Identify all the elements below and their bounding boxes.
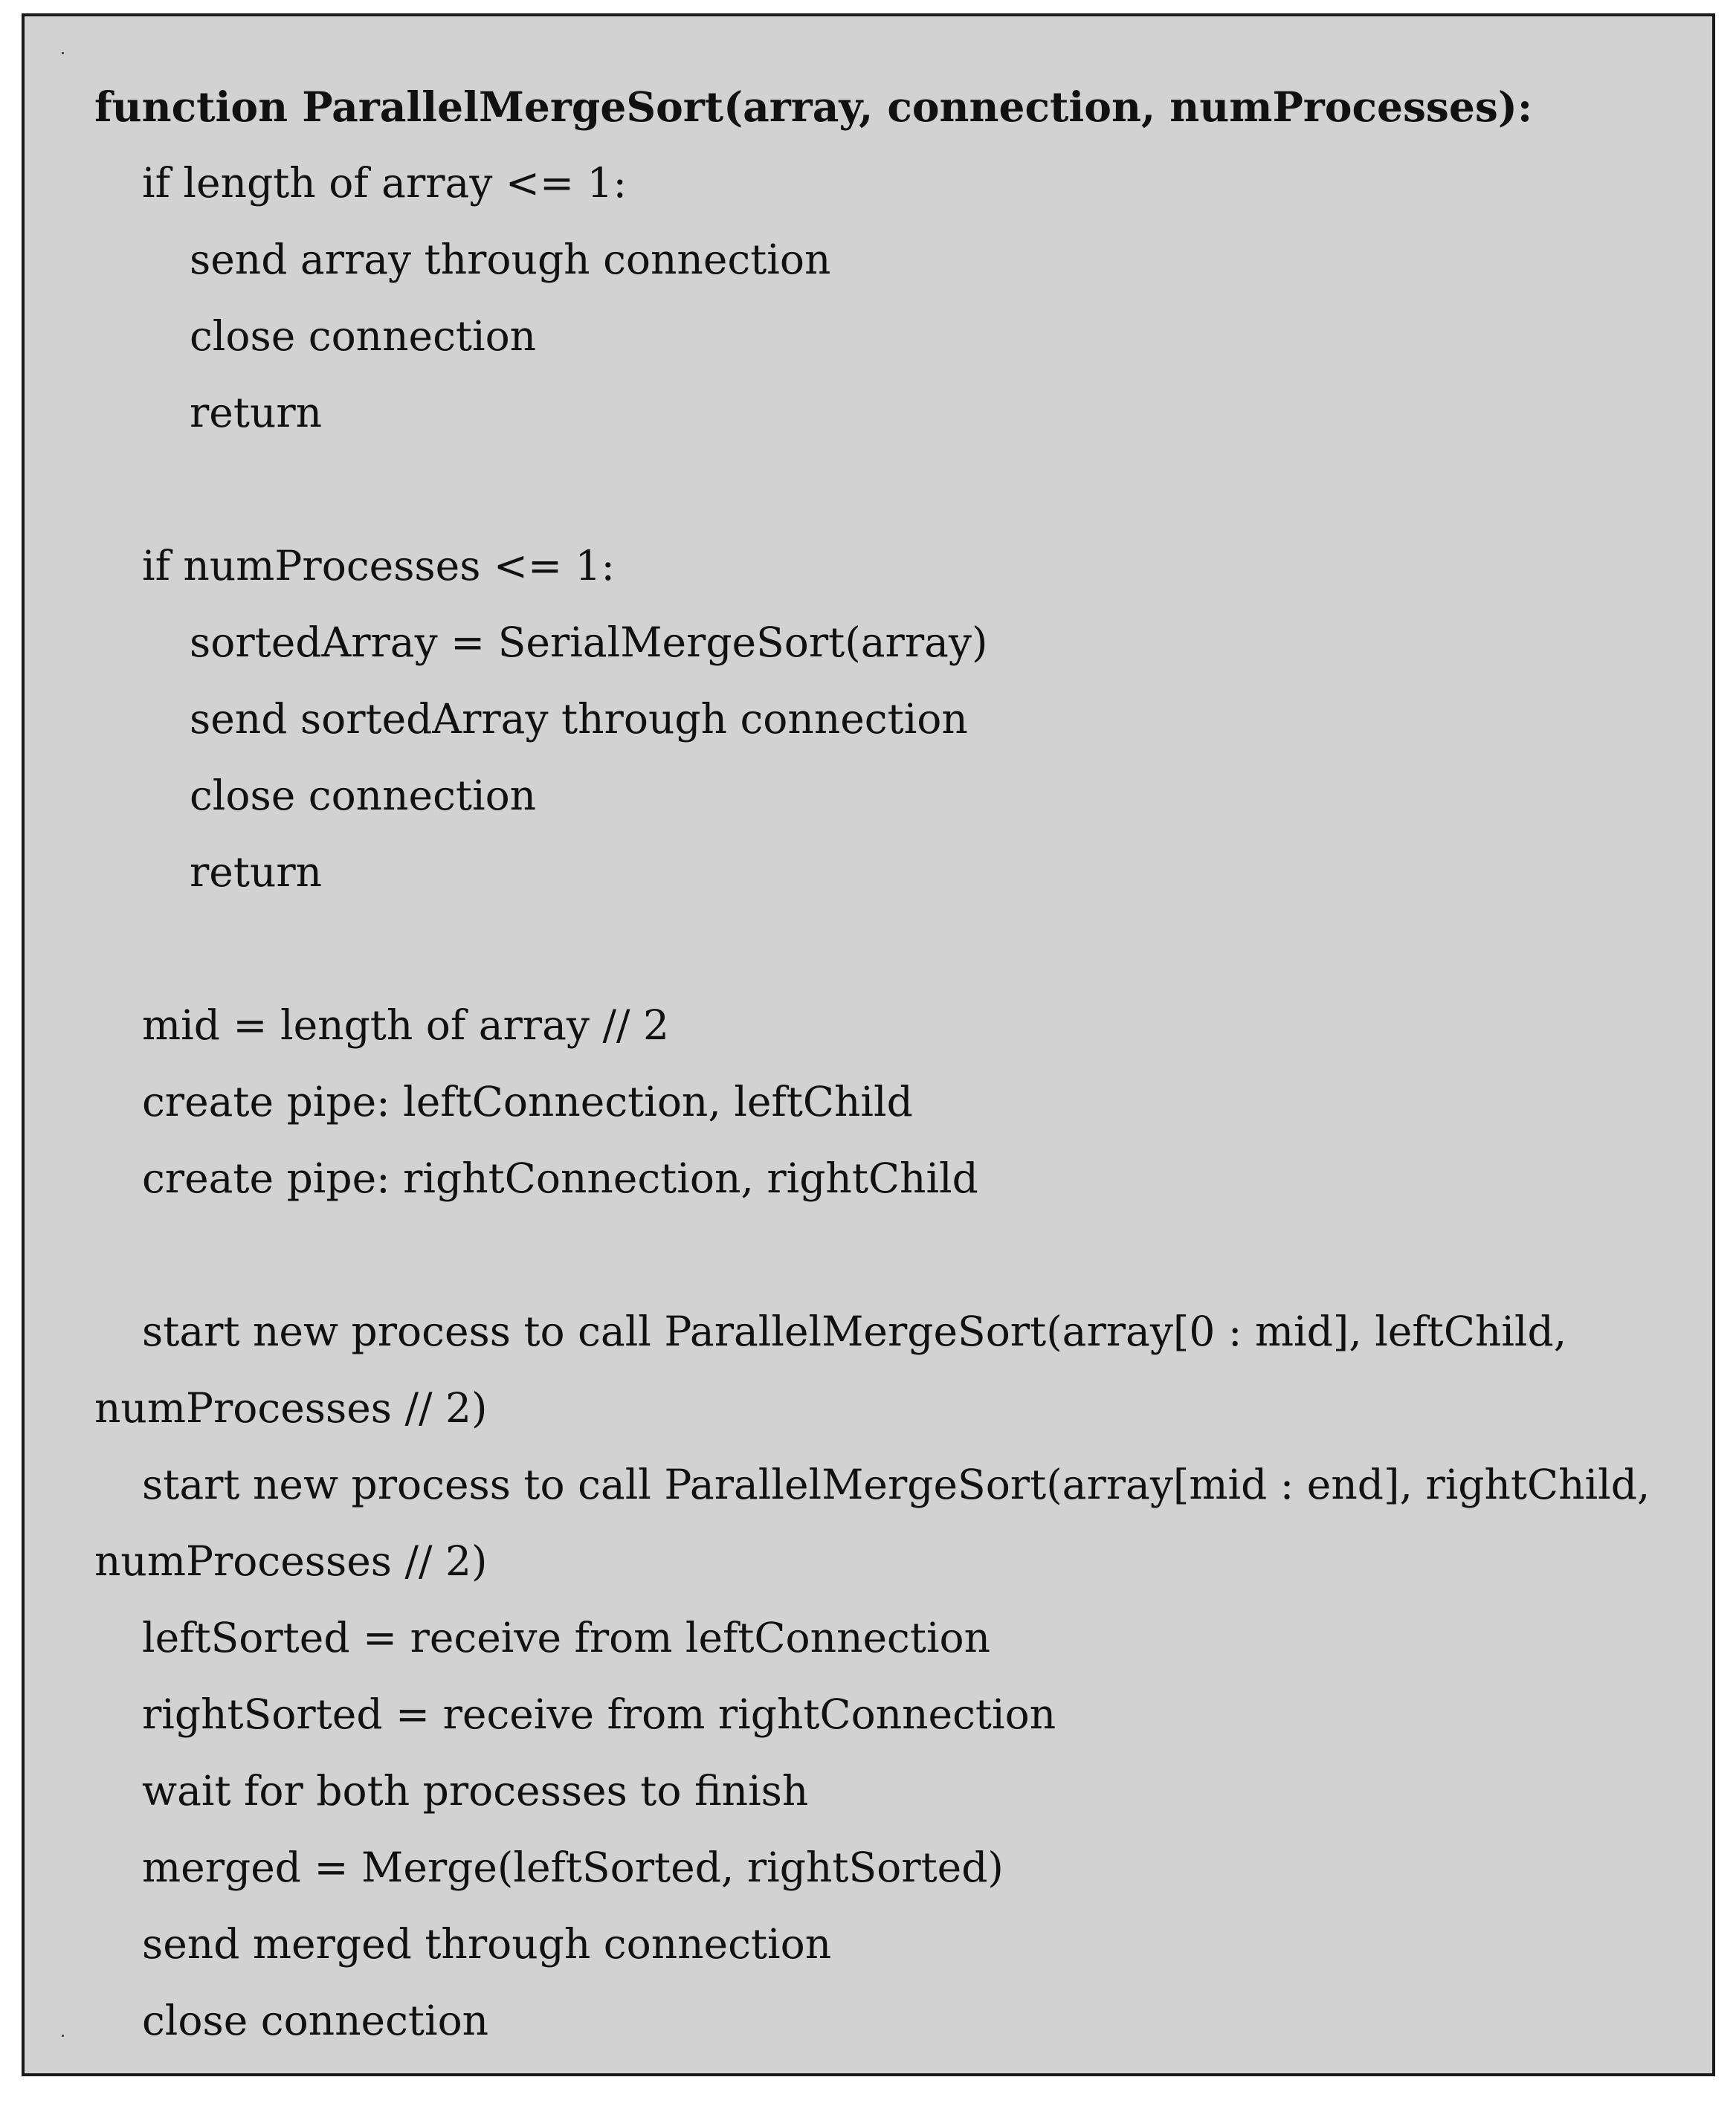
code-line: return xyxy=(190,848,323,896)
code-line: wait for both processes to finish xyxy=(142,1767,809,1815)
code-line: start new process to call ParallelMergeSort(array[mid : end], rightChild, xyxy=(142,1461,1651,1508)
code-line: close connection xyxy=(190,312,537,360)
blank-line xyxy=(94,911,1697,987)
code-line: start new process to call ParallelMergeSort(array[0 : mid], leftChild, xyxy=(142,1308,1567,1355)
code-line: send merged through connection xyxy=(142,1920,832,1968)
pseudocode-listing xyxy=(94,68,1697,2059)
code-line: mid = length of array // 2 xyxy=(142,1001,669,1049)
blank-line xyxy=(94,1217,1697,1293)
code-line: sortedArray = SerialMergeSort(array) xyxy=(190,618,988,666)
code-line: create pipe: rightConnection, rightChild xyxy=(142,1154,978,1202)
code-line: rightSorted = receive from rightConnection xyxy=(142,1690,1056,1738)
code-line: send array through connection xyxy=(190,236,831,283)
code-line: if numProcesses <= 1: xyxy=(142,542,616,590)
code-line: send sortedArray through connection xyxy=(190,695,968,743)
corner-dot xyxy=(62,52,64,54)
corner-dot xyxy=(62,2035,64,2037)
code-line: leftSorted = receive from leftConnection xyxy=(142,1614,991,1661)
code-line: close connection xyxy=(142,1997,489,2044)
function-signature-line: function ParallelMergeSort(array, connection, numProcesses): xyxy=(94,83,1533,131)
code-line: numProcesses // 2) xyxy=(94,1384,488,1432)
code-line: merged = Merge(leftSorted, rightSorted) xyxy=(142,1844,1004,1891)
code-line: close connection xyxy=(190,772,537,819)
code-line: return xyxy=(190,389,323,436)
code-line: numProcesses // 2) xyxy=(94,1537,488,1585)
code-line: if length of array <= 1: xyxy=(142,159,627,207)
code-line: create pipe: leftConnection, leftChild xyxy=(142,1078,913,1125)
blank-line xyxy=(94,451,1697,528)
pseudocode-box xyxy=(22,13,1715,2076)
